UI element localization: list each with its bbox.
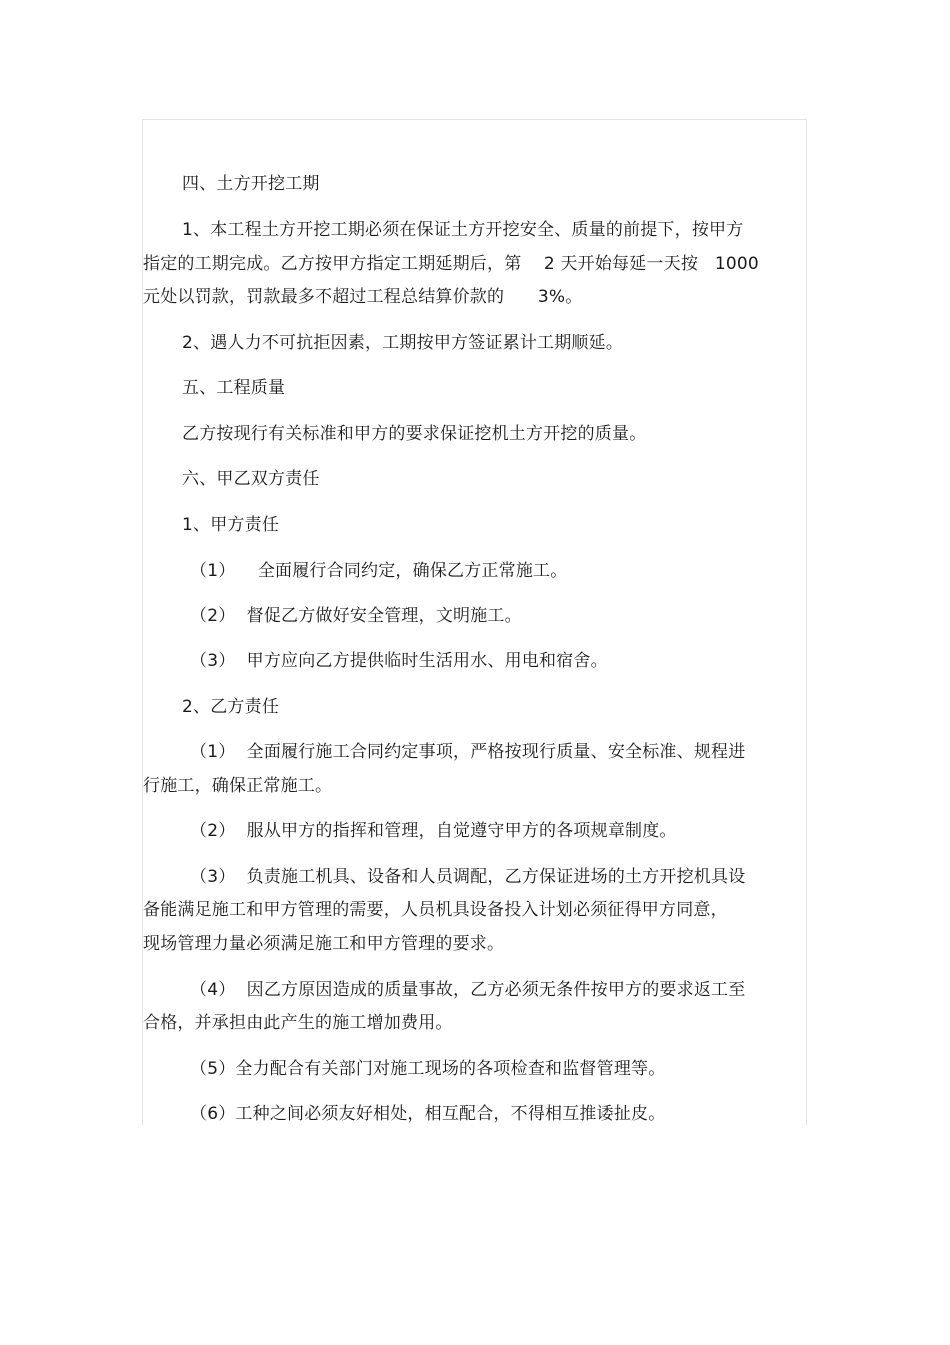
section-6-2-item-3-line-2: 备能满足施工和甲方管理的需要，人员机具设备投入计划必须征得甲方同意， [143, 900, 728, 920]
section-6-2-item-3-line-1: （3） 负责施工机具、设备和人员调配，乙方保证进场的土方开挖机具设 [190, 867, 746, 887]
section-6-2-item-2: （2） 服从甲方的指挥和管理，自觉遵守甲方的各项规章制度。 [190, 821, 677, 841]
section-6-1-title: 1、甲方责任 [182, 515, 280, 535]
section-6-2-item-3-line-3: 现场管理力量必须满足施工和甲方管理的要求。 [143, 934, 505, 954]
section-4-title: 四、土方开挖工期 [182, 174, 320, 194]
section-4-para-2: 2、遇人力不可抗拒因素，工期按甲方签证累计工期顺延。 [182, 333, 624, 353]
section-6-2-item-1-line-2: 行施工，确保正常施工。 [143, 776, 333, 796]
section-4-para-1-line-3: 元处以罚款，罚款最多不超过工程总结算价款的 3%。 [143, 287, 583, 307]
section-6-1-item-1: （1） 全面履行合同约定，确保乙方正常施工。 [190, 561, 568, 581]
section-5-para-1: 乙方按现行有关标准和甲方的要求保证挖机土方开挖的质量。 [182, 424, 647, 444]
section-6-2-item-6: （6）工种之间必须友好相处，相互配合，不得相互推诿扯皮。 [190, 1104, 666, 1124]
section-6-2-item-5: （5）全力配合有关部门对施工现场的各项检查和监督管理等。 [190, 1059, 666, 1079]
section-6-1-item-3: （3） 甲方应向乙方提供临时生活用水、用电和宿舍。 [190, 651, 608, 671]
section-4-para-1-line-2: 指定的工期完成。乙方按甲方指定工期延期后，第 2 天开始每延一天按 1000 [143, 254, 759, 274]
section-6-2-item-1-line-1: （1） 全面履行施工合同约定事项，严格按现行质量、安全标准、规程进 [190, 742, 746, 762]
section-6-title: 六、甲乙双方责任 [182, 469, 320, 489]
section-4-para-1-line-1: 1、本工程土方开挖工期必须在保证土方开挖安全、质量的前提下，按甲方 [182, 220, 744, 240]
section-6-2-title: 2、乙方责任 [182, 697, 280, 717]
section-6-2-item-4-line-2: 合格，并承担由此产生的施工增加费用。 [143, 1013, 453, 1033]
section-5-title: 五、工程质量 [182, 378, 286, 398]
section-6-2-item-4-line-1: （4） 因乙方原因造成的质量事故，乙方必须无条件按甲方的要求返工至 [190, 980, 746, 1000]
section-6-1-item-2: （2） 督促乙方做好安全管理，文明施工。 [190, 606, 522, 626]
